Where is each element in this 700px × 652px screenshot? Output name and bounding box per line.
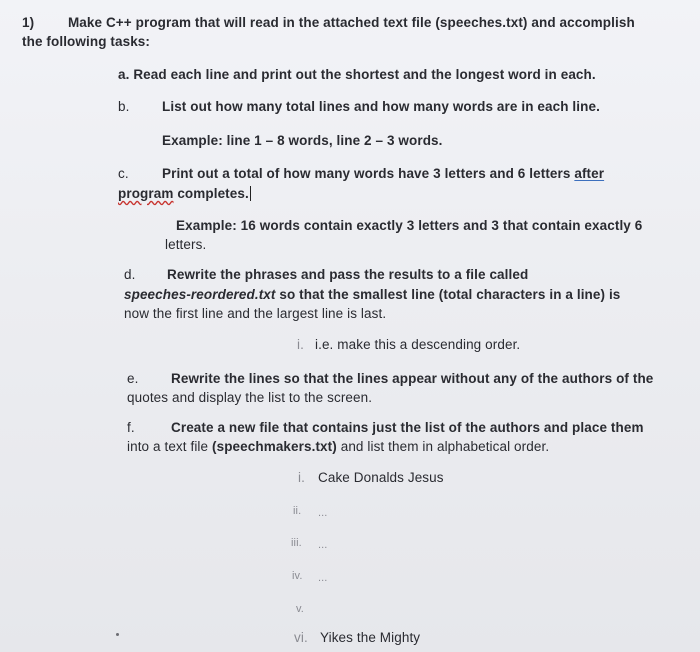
- author-name-1: Cake Donalds Jesus: [318, 470, 444, 485]
- item-c-program-word: program: [118, 186, 174, 201]
- item-c-after-word: after: [574, 166, 605, 181]
- item-e-text-line-1: Rewrite the lines so that the lines appear without any of the authors of the: [171, 371, 654, 386]
- item-d-text-line-2: [124, 286, 620, 304]
- item-d-sub-text: i.e. make this a descending order.: [315, 337, 521, 352]
- author-marker-3: iii.: [291, 537, 302, 549]
- item-c-text-line-2: [118, 185, 251, 203]
- item-f-marker: f.: [127, 420, 135, 435]
- item-a: [118, 66, 596, 84]
- item-d-text-line-3: now the first line and the largest line is last.: [124, 306, 387, 321]
- text-cursor: [250, 186, 251, 201]
- item-b-example: Example: line 1 – 8 words, line 2 – 3 words.: [162, 133, 443, 148]
- stray-dot: [116, 633, 119, 636]
- item-c-completes: completes.: [173, 186, 249, 201]
- author-marker-6: vi.: [294, 630, 308, 645]
- author-marker-5: v.: [296, 603, 304, 615]
- item-d-text-after: so that the smallest line (total characters in a line) is: [275, 287, 621, 302]
- item-e-text-line-2: quotes and display the list to the screen.: [127, 390, 373, 405]
- item-c-example-line-2: letters.: [165, 237, 207, 252]
- task-number: 1): [22, 15, 35, 30]
- item-f-text-line-2: [127, 438, 549, 456]
- item-f-text-line-1: Create a new file that contains just the list of the authors and place them: [171, 420, 644, 435]
- item-c-example-line-1: Example: 16 words contain exactly 3 letters and 3 that contain exactly 6: [176, 218, 643, 233]
- item-f-filename: (speechmakers.txt): [212, 439, 337, 454]
- item-d-filename: speeches-reordered.txt: [124, 287, 276, 302]
- author-name-3: ...: [318, 539, 328, 551]
- item-d-sub-marker: i.: [297, 337, 304, 352]
- item-d-marker: d.: [124, 267, 136, 282]
- item-a-text: Read each line and print out the shortest and the longest word in each.: [133, 67, 596, 82]
- author-marker-1: i.: [298, 470, 305, 485]
- item-b-marker: b.: [118, 99, 130, 114]
- item-e-marker: e.: [127, 371, 139, 386]
- item-c-marker: c.: [118, 166, 129, 181]
- item-a-marker: a.: [118, 67, 130, 82]
- item-d-text-line-1: Rewrite the phrases and pass the results to a file called: [167, 267, 529, 282]
- task-title-line-1: [22, 14, 635, 32]
- author-name-4: ...: [318, 572, 328, 584]
- item-b-text: List out how many total lines and how many words are in each line.: [162, 99, 600, 114]
- item-f-text-before: into a text file: [127, 439, 212, 454]
- author-name-6: Yikes the Mighty: [320, 630, 421, 645]
- item-c-text-before: Print out a total of how many words have 3 letters and 6 letters: [162, 166, 575, 181]
- author-name-2: ...: [318, 507, 328, 519]
- author-marker-2: ii.: [293, 505, 302, 517]
- item-c-text-line-1: [162, 165, 604, 183]
- task-title-line-2: the following tasks:: [22, 34, 151, 49]
- task-title: Make C++ program that will read in the attached text file (speeches.txt) and accomplish: [67, 15, 635, 30]
- item-f-text-after: and list them in alphabetical order.: [336, 439, 550, 454]
- author-marker-4: iv.: [292, 570, 303, 582]
